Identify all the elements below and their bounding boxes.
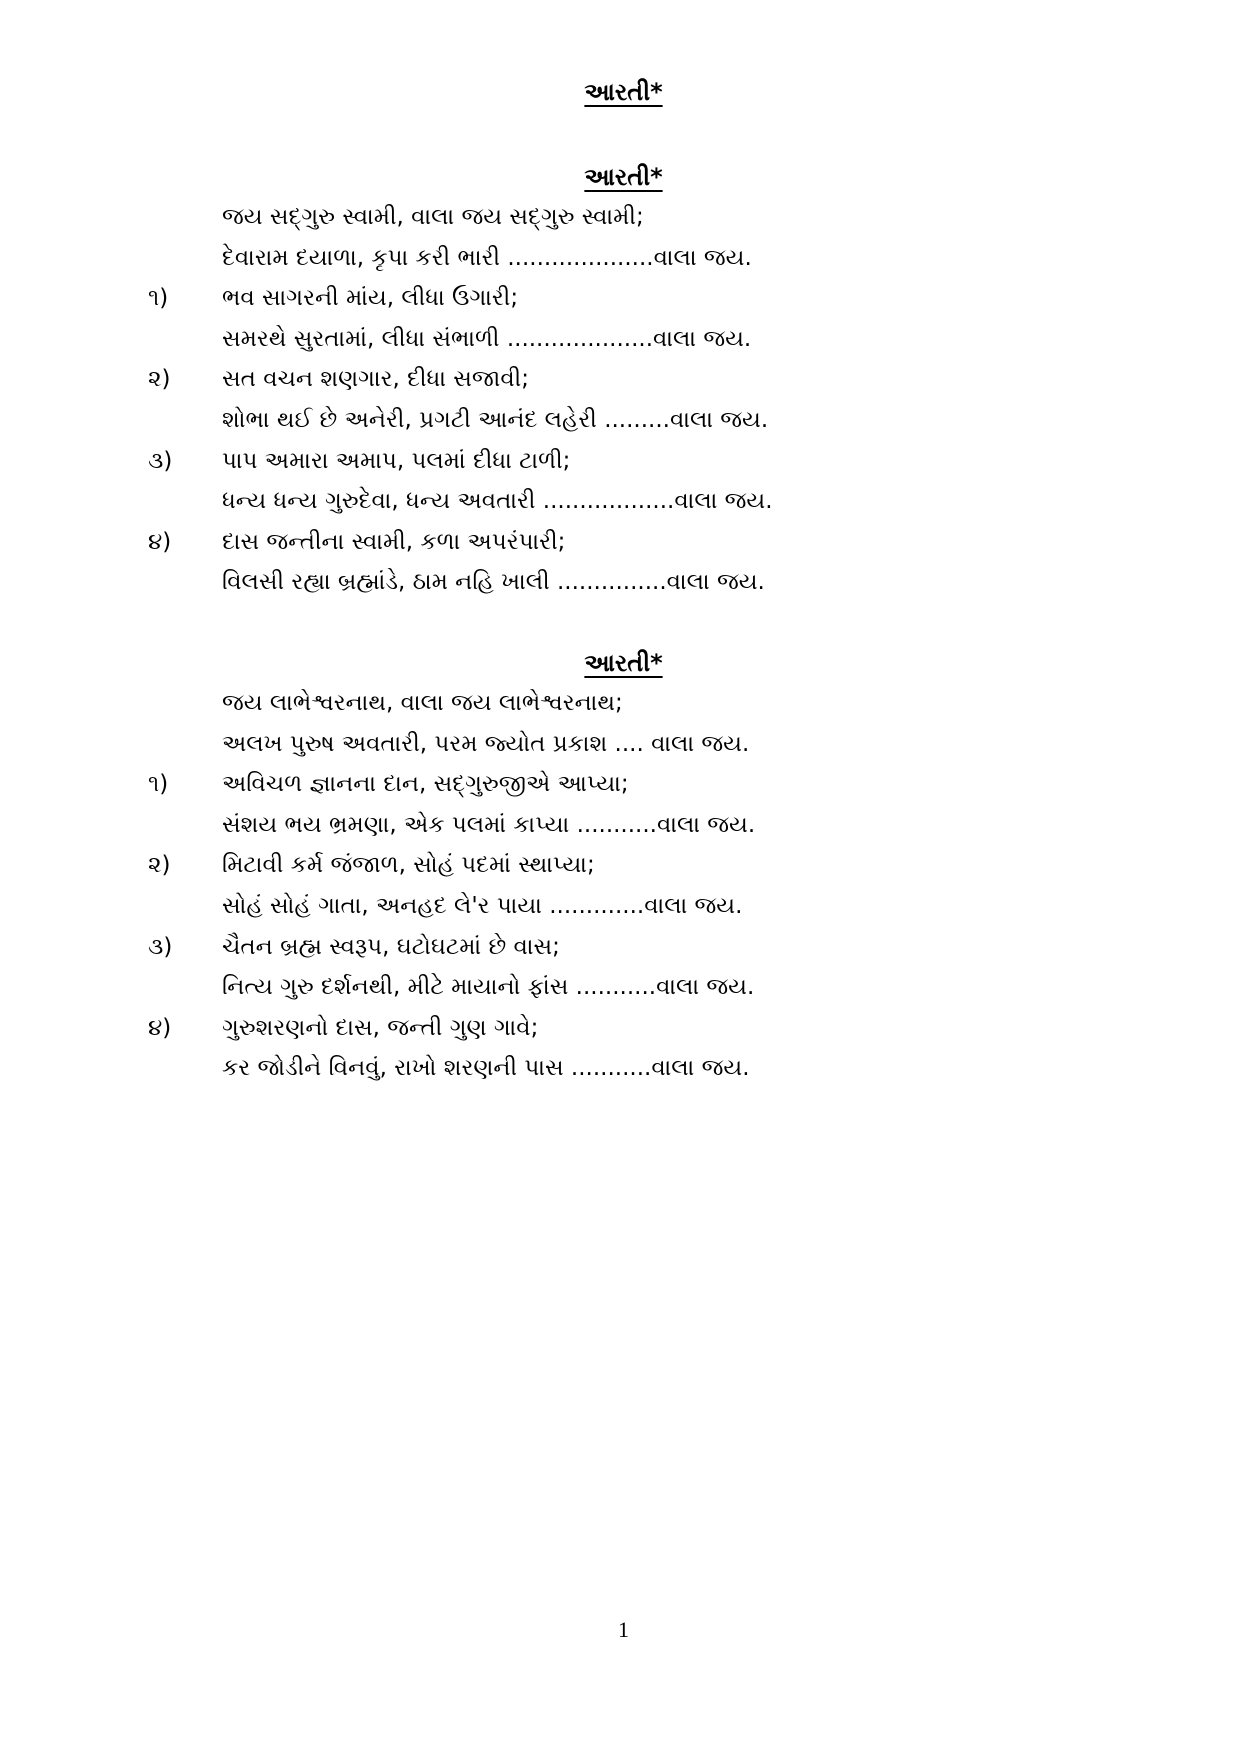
verse-text: અલખ પુરુષ અવતારી, પરમ જ્યોત પ્રકાશ .... વાલા જય. [222, 730, 750, 757]
verse-text: જય સદ્‌ગુરુ સ્વામી, વાલા જય સદ્‌ગુરુ સ્વામી; [222, 204, 644, 230]
verse-line [0, 1048, 1241, 1089]
verse-text: ધન્ય ધન્ય ગુરુદેવા, ધન્ય અવતારી ..................વાલા જય. [222, 488, 773, 515]
verse-number: ૨) [148, 366, 171, 393]
verse-line [0, 805, 1241, 846]
verse-text: નિત્ય ગુરુ દર્શનથી, મીટે માયાનો ફાંસ ...........વાલા જય. [222, 974, 755, 1001]
verse-line [0, 197, 1241, 238]
verse-line [0, 683, 1241, 724]
verse-number: ૪) [148, 528, 172, 555]
verse-line [0, 967, 1241, 1008]
verse-line [0, 724, 1241, 765]
main-title: આરતી* [584, 78, 663, 106]
verse-text: ગુરુશરણનો દાસ, જન્તી ગુણ ગાવે; [222, 1014, 539, 1041]
aarti-section-1 [0, 157, 1241, 603]
verse-text: અવિચળ જ્ઞાનના દાન, સદ્‌ગુરુજીએ આપ્યા; [222, 771, 629, 798]
verse-line [0, 441, 1241, 482]
verse-text: મિટાવી કર્મ જંજાળ, સોહં પદમાં સ્થાપ્યા; [222, 852, 595, 879]
verse-number: ૩) [148, 447, 173, 474]
verse-text: કર જોડીને વિનવું, રાખો શરણની પાસ ...........વાલા જય. [222, 1055, 750, 1082]
verse-text: જય લાભેશ્વરનાથ, વાલા જય લાભેશ્વરનાથ; [222, 690, 623, 716]
verse-text: ભવ સાગરની માંય, લીધા ઉગારી; [222, 285, 519, 312]
section-title: આરતી* [584, 649, 663, 677]
verse-line [0, 278, 1241, 319]
verse-text: ચૈતન બ્રહ્મ સ્વરૂપ, ઘટોઘટમાં છે વાસ; [222, 933, 560, 960]
verse-line [0, 319, 1241, 360]
verse-line [0, 522, 1241, 563]
verse-text: સોહં સોહં ગાતા, અનહદ લે'ર પાયા .............વાલા જય. [222, 892, 743, 919]
page-number: 1 [618, 1617, 629, 1642]
verse-text: દેવારામ દયાળા, કૃપા કરી ભારી ....................વાલા જય. [222, 244, 752, 271]
verse-text: શોભા થઈ છે અનેરી, પ્રગટી આનંદ લહેરી .........વાલા જય. [222, 406, 769, 433]
verse-line [0, 764, 1241, 805]
verse-line [0, 1008, 1241, 1049]
verse-line [0, 886, 1241, 927]
verse-line [0, 927, 1241, 968]
verse-line [0, 481, 1241, 522]
verse-text: સંશય ભય ભ્રમણા, એક પલમાં કાપ્યા ...........વાલા જય. [222, 811, 756, 838]
aarti-section-2 [0, 643, 1241, 1089]
verse-line [0, 562, 1241, 603]
verse-number: ૩) [148, 933, 173, 960]
verse-number: ૪) [148, 1014, 172, 1041]
verse-number: ૧) [148, 285, 169, 312]
verse-text: દાસ જન્તીના સ્વામી, કળા અપરંપારી; [222, 528, 566, 555]
verse-line [0, 845, 1241, 886]
verse-text: પાપ અમારા અમાપ, પલમાં દીધા ટાળી; [222, 447, 571, 474]
verse-line [0, 359, 1241, 400]
section-title: આરતી* [584, 163, 663, 191]
verse-number: ૧) [148, 771, 169, 798]
verse-text: સમરથે સુરતામાં, લીધા સંભાળી ....................વાલા જય. [222, 325, 752, 352]
verse-line [0, 400, 1241, 441]
verse-number: ૨) [148, 852, 171, 879]
verse-text: વિલસી રહ્યા બ્રહ્માંડે, ઠામ નહિ ખાલી ...............વાલા જય. [222, 569, 765, 596]
verse-text: સત વચન શણગાર, દીધા સજાવી; [222, 366, 529, 393]
verse-line [0, 238, 1241, 279]
